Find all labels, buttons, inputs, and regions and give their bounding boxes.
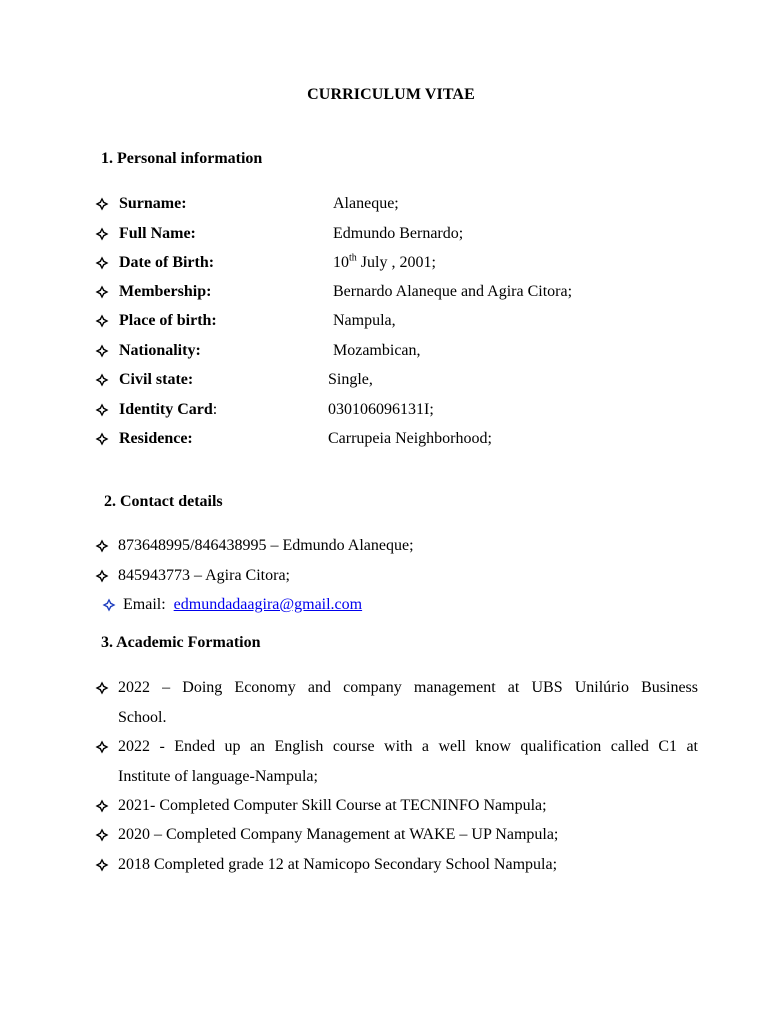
personal-label: Date of Birth: <box>119 254 215 271</box>
diamond-bullet-icon <box>95 432 111 448</box>
section-heading-contact: 2. Contact details <box>104 493 223 510</box>
personal-value <box>333 252 436 274</box>
contact-text: 845943773 – Agira Citora; <box>118 567 290 584</box>
personal-label: Civil state: <box>119 371 194 388</box>
diamond-bullet-icon <box>95 285 111 301</box>
contact-email <box>123 594 362 616</box>
dob-rest: July , 2001; <box>356 254 436 271</box>
academic-item <box>118 850 698 880</box>
personal-label: Membership: <box>119 283 212 300</box>
diamond-bullet-icon <box>95 858 111 874</box>
dob-suffix: th <box>349 252 357 264</box>
academic-item-line1: 2020 – Completed Company Management at WAKE – UP Nampula; <box>118 826 559 843</box>
email-link[interactable]: edmundadaagira@gmail.com <box>173 596 363 613</box>
diamond-bullet-icon <box>102 598 118 614</box>
personal-value: Mozambican, <box>333 342 421 359</box>
academic-item-line1: 2022 – Doing Economy and company management at UBS Unilúrio Business <box>118 679 698 696</box>
diamond-bullet-icon <box>95 740 111 756</box>
academic-item-line2: School. <box>118 708 167 726</box>
diamond-bullet-icon <box>95 344 111 360</box>
academic-item <box>118 791 698 821</box>
diamond-bullet-icon <box>95 828 111 844</box>
academic-item <box>118 732 698 791</box>
diamond-bullet-icon <box>95 539 111 555</box>
identity-label-colon: : <box>212 401 218 418</box>
academic-item-line1: 2021- Completed Computer Skill Course at TECNINFO Nampula; <box>118 797 547 814</box>
dob-day: 10 <box>333 254 349 271</box>
personal-value: Edmundo Bernardo; <box>333 225 464 242</box>
academic-item-line1: 2018 Completed grade 12 at Namicopo Secondary School Nampula; <box>118 856 558 873</box>
section-heading-academic: 3. Academic Formation <box>101 634 261 651</box>
diamond-bullet-icon <box>95 314 111 330</box>
email-label: Email: <box>123 596 166 613</box>
section-heading-personal: 1. Personal information <box>101 150 263 167</box>
personal-value: Alaneque; <box>333 195 399 212</box>
personal-value: Single, <box>328 371 373 388</box>
diamond-bullet-icon <box>95 681 111 697</box>
personal-value: Carrupeia Neighborhood; <box>328 430 492 447</box>
academic-item <box>118 673 698 732</box>
identity-label-text: Identity Card <box>119 401 213 418</box>
personal-label <box>119 399 217 421</box>
diamond-bullet-icon <box>95 799 111 815</box>
academic-item <box>118 820 698 850</box>
personal-label: Place of birth: <box>119 312 217 329</box>
personal-value: 030106096131I; <box>328 401 434 418</box>
diamond-bullet-icon <box>95 403 111 419</box>
diamond-bullet-icon <box>95 227 111 243</box>
personal-label: Full Name: <box>119 225 196 242</box>
academic-item-line2: Institute of language-Nampula; <box>118 767 318 785</box>
personal-label: Nationality: <box>119 342 201 359</box>
document-title: CURRICULUM VITAE <box>307 86 475 103</box>
personal-label: Surname: <box>119 195 187 212</box>
diamond-bullet-icon <box>95 197 111 213</box>
diamond-bullet-icon <box>95 569 111 585</box>
academic-item-line1: 2022 - Ended up an English course with a well know qualification called C1 at <box>118 738 698 755</box>
personal-value: Bernardo Alaneque and Agira Citora; <box>333 283 573 300</box>
personal-label: Residence: <box>119 430 193 447</box>
diamond-bullet-icon <box>95 373 111 389</box>
personal-value: Nampula, <box>333 312 396 329</box>
diamond-bullet-icon <box>95 256 111 272</box>
contact-text: 873648995/846438995 – Edmundo Alaneque; <box>118 537 414 554</box>
